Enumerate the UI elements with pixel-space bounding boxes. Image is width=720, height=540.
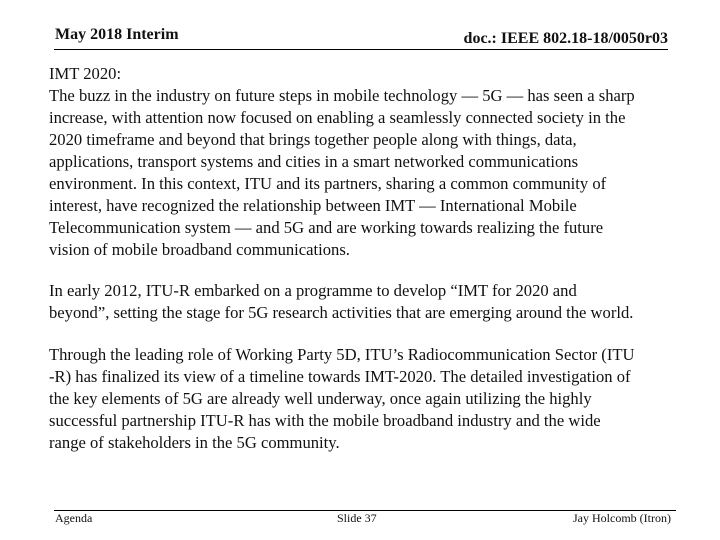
text-line: Telecommunication system — and 5G and are working towards realizing the future [49, 218, 604, 237]
footer-author: Jay Holcomb (Itron) [573, 511, 671, 525]
header-date: May 2018 Interim [55, 26, 179, 43]
text-line: the key elements of 5G are already well underway, once again utilizing the highly [49, 389, 592, 408]
text-line: In early 2012, ITU-R embarked on a programme to develop “IMT for 2020 and [49, 281, 577, 300]
text-line: beyond”, setting the stage for 5G research activities that are emerging around the world. [49, 303, 634, 322]
text-line: vision of mobile broadband communications. [49, 240, 350, 259]
text-line: -R) has finalized its view of a timeline towards IMT-2020. The detailed investigation of [49, 367, 631, 386]
text-line: range of stakeholders in the 5G community. [49, 433, 340, 452]
text-line: interest, have recognized the relationship between IMT — International Mobile [49, 196, 577, 215]
header-divider [54, 49, 668, 50]
text-line: increase, with attention now focused on enabling a seamlessly connected society in the [49, 108, 626, 127]
text-line: successful partnership ITU-R has with the mobile broadband industry and the wide [49, 411, 601, 430]
paragraph-imt-2020 [49, 63, 635, 261]
text-line: environment. In this context, ITU and its partners, sharing a common community of [49, 174, 607, 193]
text-line: IMT 2020: [49, 64, 122, 83]
paragraph-working-party-5d [49, 344, 634, 454]
text-line: The buzz in the industry on future steps in mobile technology — 5G — has seen a sharp [49, 86, 635, 105]
header-doc-id: doc.: IEEE 802.18-18/0050r03 [463, 30, 668, 47]
paragraph-itu-r-2012 [49, 280, 633, 324]
footer-slide-number: Slide 37 [337, 511, 377, 525]
text-line: Through the leading role of Working Party 5D, ITU’s Radiocommunication Sector (ITU [49, 345, 635, 364]
text-line: applications, transport systems and cities in a smart networked communications [49, 152, 579, 171]
text-line: 2020 timeframe and beyond that brings together people along with things, data, [49, 130, 577, 149]
footer-agenda: Agenda [55, 511, 93, 525]
